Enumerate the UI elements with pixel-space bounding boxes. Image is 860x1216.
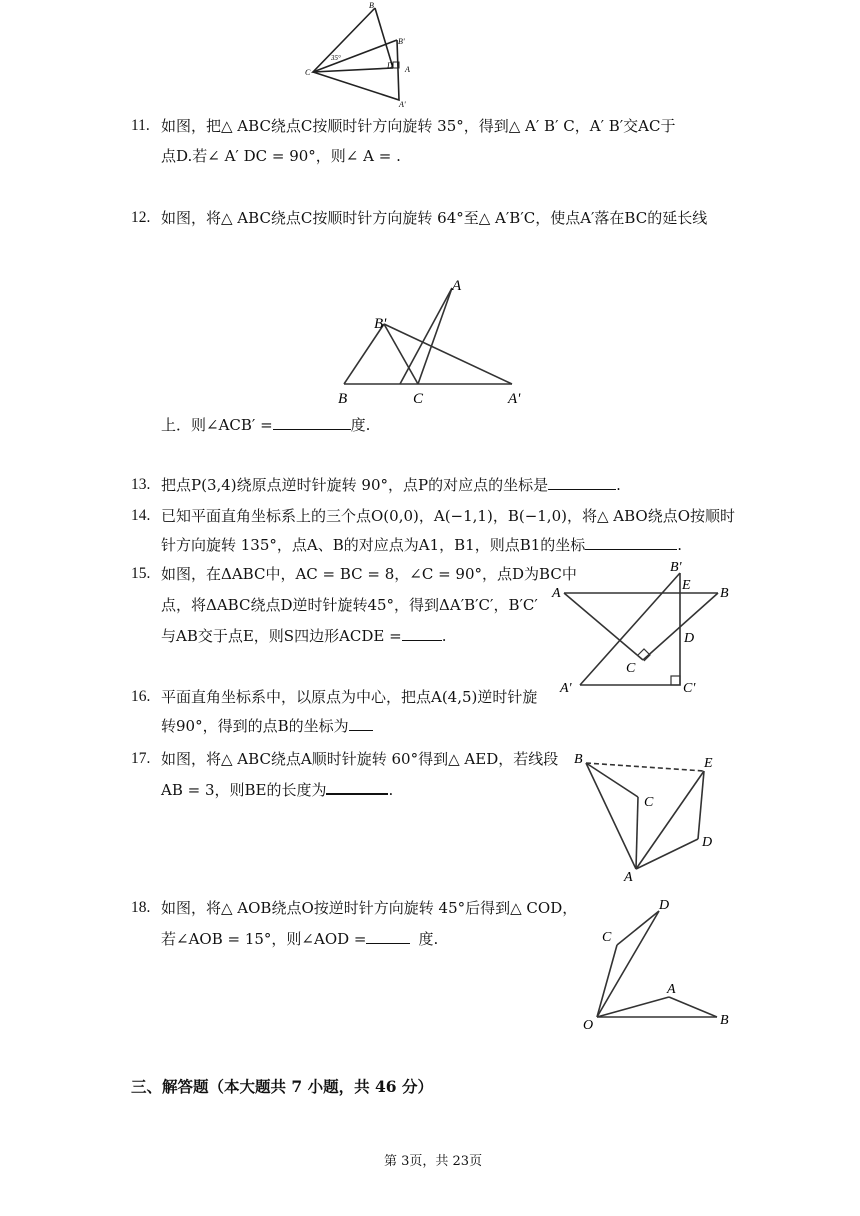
- answer-blank[interactable]: [366, 929, 410, 944]
- question-12-number: 12.: [131, 209, 151, 226]
- question-17-line-1: 如图，将△ ABC绕点A顺时针旋转 60°得到△ AED，若线段: [161, 750, 559, 768]
- question-12-line-2: [161, 415, 370, 435]
- answer-blank[interactable]: [548, 475, 616, 490]
- question-14-line-1: 已知平面直角坐标系上的三个点O(0,0)，A(−1,1)，B(−1,0)，将△ ABO绕点O按顺时: [161, 507, 736, 525]
- answer-blank[interactable]: [585, 535, 677, 550]
- label-ap: A': [560, 681, 572, 696]
- label-e: E: [682, 578, 691, 593]
- label-c: C: [413, 391, 424, 407]
- question-15-prefix: 与AB交于点E，则S四边形ACDE =: [161, 627, 402, 645]
- question-13-suffix: .: [616, 476, 621, 494]
- label-a: A: [624, 870, 633, 885]
- figure-q15: [550, 555, 740, 700]
- question-15-line-2: 点，将ΔABC绕点D逆时针旋转45°，得到ΔA′B′C′，B′C′: [161, 596, 538, 614]
- figure-q17: [570, 745, 730, 890]
- answer-blank[interactable]: [326, 779, 388, 795]
- label-b: B: [720, 586, 729, 601]
- question-11-line-1: 如图，把△ ABC绕点C按顺时针方向旋转 35°，得到△ A′ B′ C，A′ B′交AC于: [161, 117, 676, 135]
- figure-q18: [575, 893, 740, 1038]
- question-16-line-2: [161, 716, 373, 736]
- page-footer: 第 3页，共 23页: [384, 1154, 483, 1169]
- label-b: B: [574, 752, 583, 767]
- question-14-line-2: [161, 535, 682, 555]
- answer-blank[interactable]: [349, 716, 373, 731]
- answer-blank[interactable]: [273, 415, 351, 430]
- label-ap: A': [399, 100, 406, 109]
- label-c: C: [305, 68, 311, 77]
- label-d: D: [702, 835, 713, 850]
- question-15-line-3: [161, 626, 447, 646]
- question-11-line-2: 点D.若∠ A′ DC = 90°，则∠ A = .: [161, 147, 401, 165]
- question-18-prefix: 若∠AOB = 15°，则∠AOD =: [161, 930, 367, 948]
- question-12-line-1: 如图，将△ ABC绕点C按顺时针方向旋转 64°至△ A′B′C，使点A′落在BC的延长线: [161, 209, 708, 227]
- question-13-number: 13.: [131, 476, 151, 493]
- question-18-suffix: 度.: [418, 930, 439, 948]
- label-bp: B': [374, 316, 387, 332]
- question-12-suffix: 度.: [350, 416, 371, 434]
- question-16-number: 16.: [131, 688, 151, 705]
- question-17-prefix: AB = 3，则BE的长度为: [161, 781, 327, 799]
- label-a: A: [667, 982, 676, 997]
- label-bp: B': [398, 37, 405, 46]
- label-angle: 35°: [331, 54, 341, 62]
- label-c: C: [602, 930, 612, 945]
- label-d: D: [387, 61, 393, 70]
- label-bp: B': [670, 560, 682, 575]
- question-18-line-1: 如图，将△ AOB绕点O按逆时针方向旋转 45°后得到△ COD，: [161, 899, 578, 917]
- label-d: D: [659, 898, 670, 913]
- label-b: B: [338, 391, 348, 407]
- label-ap: A': [508, 391, 521, 407]
- label-b: B: [720, 1013, 729, 1028]
- question-14-number: 14.: [131, 507, 151, 524]
- question-17-number: 17.: [131, 750, 151, 767]
- question-17-line-2: [161, 779, 393, 800]
- label-a: A: [405, 65, 410, 74]
- answer-blank[interactable]: [402, 626, 442, 641]
- figure-q11: [295, 0, 425, 110]
- question-13-prefix: 把点P(3,4)绕原点逆时针旋转 90°，点P的对应点的坐标是: [161, 476, 549, 494]
- question-16-line-1: 平面直角坐标系中，以原点为中心，把点A(4,5)逆时针旋: [161, 688, 538, 706]
- question-18-line-2: [161, 929, 438, 949]
- question-11-number: 11.: [131, 117, 150, 134]
- question-17-suffix: .: [388, 781, 394, 799]
- question-14-suffix: .: [677, 536, 683, 554]
- section-title: 三、解答题（本大题共 7 小题，共 46 分）: [131, 1077, 433, 1096]
- figure-q12: [330, 272, 540, 412]
- question-15-suffix: .: [441, 627, 447, 645]
- label-e: E: [704, 756, 713, 771]
- question-16-prefix: 转90°，得到的点B的坐标为: [161, 717, 349, 735]
- label-cp: C': [683, 681, 696, 696]
- label-a: A: [452, 278, 462, 294]
- question-14-prefix: 针方向旋转 135°，点A、B的对应点为A1，B1，则点B1的坐标: [161, 536, 586, 554]
- question-15-line-1: 如图，在ΔABC中，AC = BC = 8，∠C = 90°，点D为BC中: [161, 565, 577, 583]
- label-c: C: [626, 661, 636, 676]
- question-15-number: 15.: [131, 565, 151, 582]
- label-d: D: [684, 631, 695, 646]
- label-o: O: [583, 1018, 594, 1033]
- question-13-line-1: [161, 475, 621, 495]
- label-a: A: [552, 586, 561, 601]
- label-b: B: [369, 1, 374, 10]
- label-c: C: [644, 795, 654, 810]
- question-18-number: 18.: [131, 899, 151, 916]
- question-12-prefix: 上．则∠ACB′ =: [161, 416, 273, 434]
